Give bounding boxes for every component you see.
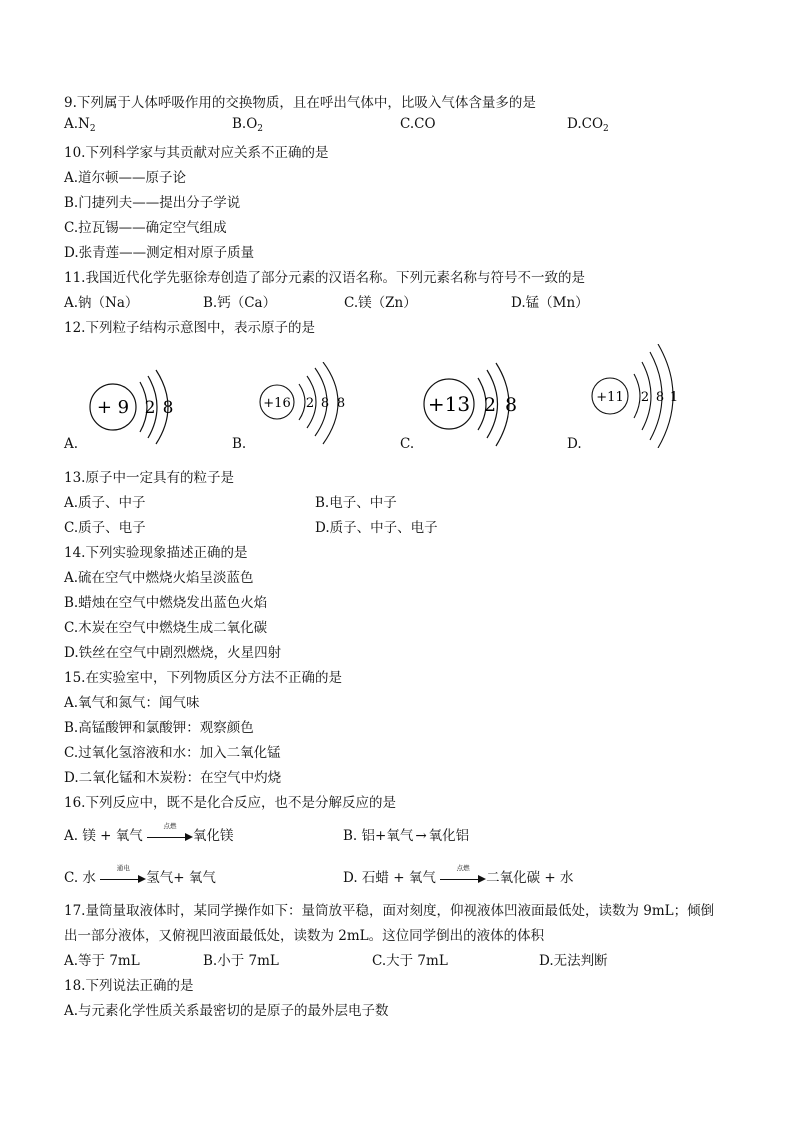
question-10-stem: 10.下列科学家与其贡献对应关系不正确的是: [64, 145, 329, 161]
question-14-option-c: C.木炭在空气中燃烧生成二氧化碳: [64, 620, 268, 636]
subscript: 2: [603, 124, 609, 134]
question-9-option-d: [567, 116, 609, 134]
products: 氧化镁: [193, 828, 234, 844]
shell-electrons-3: 1: [669, 390, 679, 405]
question-15-option-b: B.高锰酸钾和氯酸钾：观察颜色: [64, 720, 254, 736]
products: 二氧化碳 + 水: [486, 870, 574, 886]
question-11-option-c: C.镁（Zn）: [344, 295, 417, 311]
question-14-option-a: A.硫在空气中燃烧火焰呈淡蓝色: [64, 570, 254, 586]
question-16-option-c: [64, 863, 216, 886]
question-13-option-c: C.质子、电子: [64, 520, 146, 536]
products: 氧化铝: [428, 828, 470, 844]
question-17-stem-line-1: 17.量筒量取液体时，某同学操作如下：量筒放平稳，面对刻度，仰视液体凹液面最低处，读数为 9mL；倾倒: [64, 903, 715, 919]
question-13-option-a: A.质子、中子: [64, 495, 146, 511]
atom-diagram-c: [420, 360, 540, 452]
question-17-option-b: B.小于 7mL: [203, 953, 279, 969]
atom-diagram-b: [253, 362, 373, 452]
question-17-option-c: C.大于 7mL: [372, 953, 448, 969]
electron-shell-1: [634, 374, 640, 418]
question-14-option-d: D.铁丝在空气中剧烈燃烧，火星四射: [64, 645, 282, 661]
shell-electrons-2: 8: [504, 394, 518, 416]
question-17-option-d: D.无法判断: [539, 953, 608, 969]
shell-electrons-2: 8: [655, 390, 665, 405]
question-12-option-d-letter: D.: [567, 436, 582, 452]
question-13-option-d: D.质子、中子、电子: [315, 520, 438, 536]
question-9-option-c: C.CO: [400, 116, 436, 132]
reaction-arrow: [100, 863, 146, 886]
question-16-stem: 16.下列反应中，既不是化合反应，也不是分解反应的是: [64, 795, 396, 811]
reaction-condition: 点燃: [456, 863, 470, 872]
reactants: C. 水: [64, 870, 96, 886]
reactants: D. 石蜡 + 氧气: [343, 870, 436, 886]
question-15-option-c: C.过氧化氢溶液和水：加入二氧化锰: [64, 745, 281, 761]
shell-electrons-1: 2: [640, 390, 650, 405]
reaction-arrow: →: [415, 828, 427, 844]
reaction-arrow: [147, 821, 193, 844]
question-11-option-b: B.钙（Ca）: [203, 295, 277, 311]
question-10-option-b: B.门捷列夫——提出分子学说: [64, 195, 241, 211]
option-text: B.O: [232, 116, 258, 132]
shell-electrons-2: 8: [320, 396, 330, 411]
shell-electrons-2: 8: [162, 398, 174, 418]
shell-electrons-1: 2: [305, 396, 315, 411]
option-text: A.N: [64, 116, 90, 132]
question-15-option-d: D.二氧化锰和木炭粉：在空气中灼烧: [64, 770, 282, 786]
question-18-option-a: A.与元素化学性质关系最密切的是原子的最外层电子数: [64, 1003, 389, 1019]
question-12-option-c-letter: C.: [400, 436, 415, 452]
question-10-option-a: A.道尔顿——原子论: [64, 170, 187, 186]
question-10-option-d: D.张青莲——测定相对原子质量: [64, 245, 255, 261]
reaction-arrow: [440, 863, 486, 886]
shell-electrons-3: 8: [336, 396, 346, 411]
reaction-condition: 通电: [116, 863, 130, 872]
question-13-option-b: B.电子、中子: [315, 495, 397, 511]
question-9-option-a: [64, 116, 96, 134]
reaction-condition: 点燃: [163, 821, 177, 830]
nucleus-charge: +16: [263, 396, 291, 411]
nucleus-charge: +13: [427, 392, 471, 416]
question-11-option-d: D.锰（Mn）: [511, 295, 589, 311]
subscript: 2: [89, 124, 96, 134]
shell-electrons-1: 2: [144, 398, 156, 418]
question-12-option-b-letter: B.: [232, 436, 247, 452]
nucleus-charge: +11: [596, 390, 624, 405]
question-14-option-b: B.蜡烛在空气中燃烧发出蓝色火焰: [64, 595, 268, 611]
question-17-stem-line-2: 出一部分液体，又俯视凹液面最低处，读数为 2mL。这位同学倒出的液体的体积: [64, 928, 545, 944]
shell-electrons-1: 2: [483, 394, 497, 416]
question-16-option-b: [343, 824, 469, 844]
question-15-option-a: A.氧气和氮气：闻气味: [64, 695, 200, 711]
nucleus-charge: + 9: [96, 397, 130, 418]
atom-diagram-d: [588, 344, 698, 448]
question-10-option-c: C.拉瓦锡——确定空气组成: [64, 220, 227, 236]
question-12-option-a-letter: A.: [64, 436, 79, 452]
question-14-stem: 14.下列实验现象描述正确的是: [64, 545, 248, 561]
question-11-option-a: A.钠（Na）: [64, 295, 139, 311]
reactants: B. 铝+氧气: [343, 828, 414, 844]
question-16-option-d: [343, 863, 574, 886]
question-18-stem: 18.下列说法正确的是: [64, 978, 194, 994]
products: 氢气+ 氧气: [146, 870, 216, 886]
question-16-option-a: [64, 821, 234, 844]
subscript: 2: [257, 124, 264, 134]
question-11-stem: 11.我国近代化学先驱徐寿创造了部分元素的汉语名称。下列元素名称与符号不一致的是: [64, 270, 585, 286]
electron-shell-1: [299, 384, 305, 420]
option-text: D.CO: [567, 116, 604, 132]
question-17-option-a: A.等于 7mL: [64, 953, 140, 969]
question-12-stem: 12.下列粒子结构示意图中，表示原子的是: [64, 320, 315, 336]
atom-diagram-a: [84, 362, 204, 452]
question-9-stem: 9.下列属于人体呼吸作用的交换物质，且在呼出气体中，比吸入气体含量多的是: [64, 95, 536, 111]
reactants: A. 镁 + 氧气: [64, 828, 143, 844]
question-9-option-b: [232, 116, 263, 134]
question-13-stem: 13.原子中一定具有的粒子是: [64, 470, 234, 486]
question-15-stem: 15.在实验室中，下列物质区分方法不正确的是: [64, 670, 342, 686]
